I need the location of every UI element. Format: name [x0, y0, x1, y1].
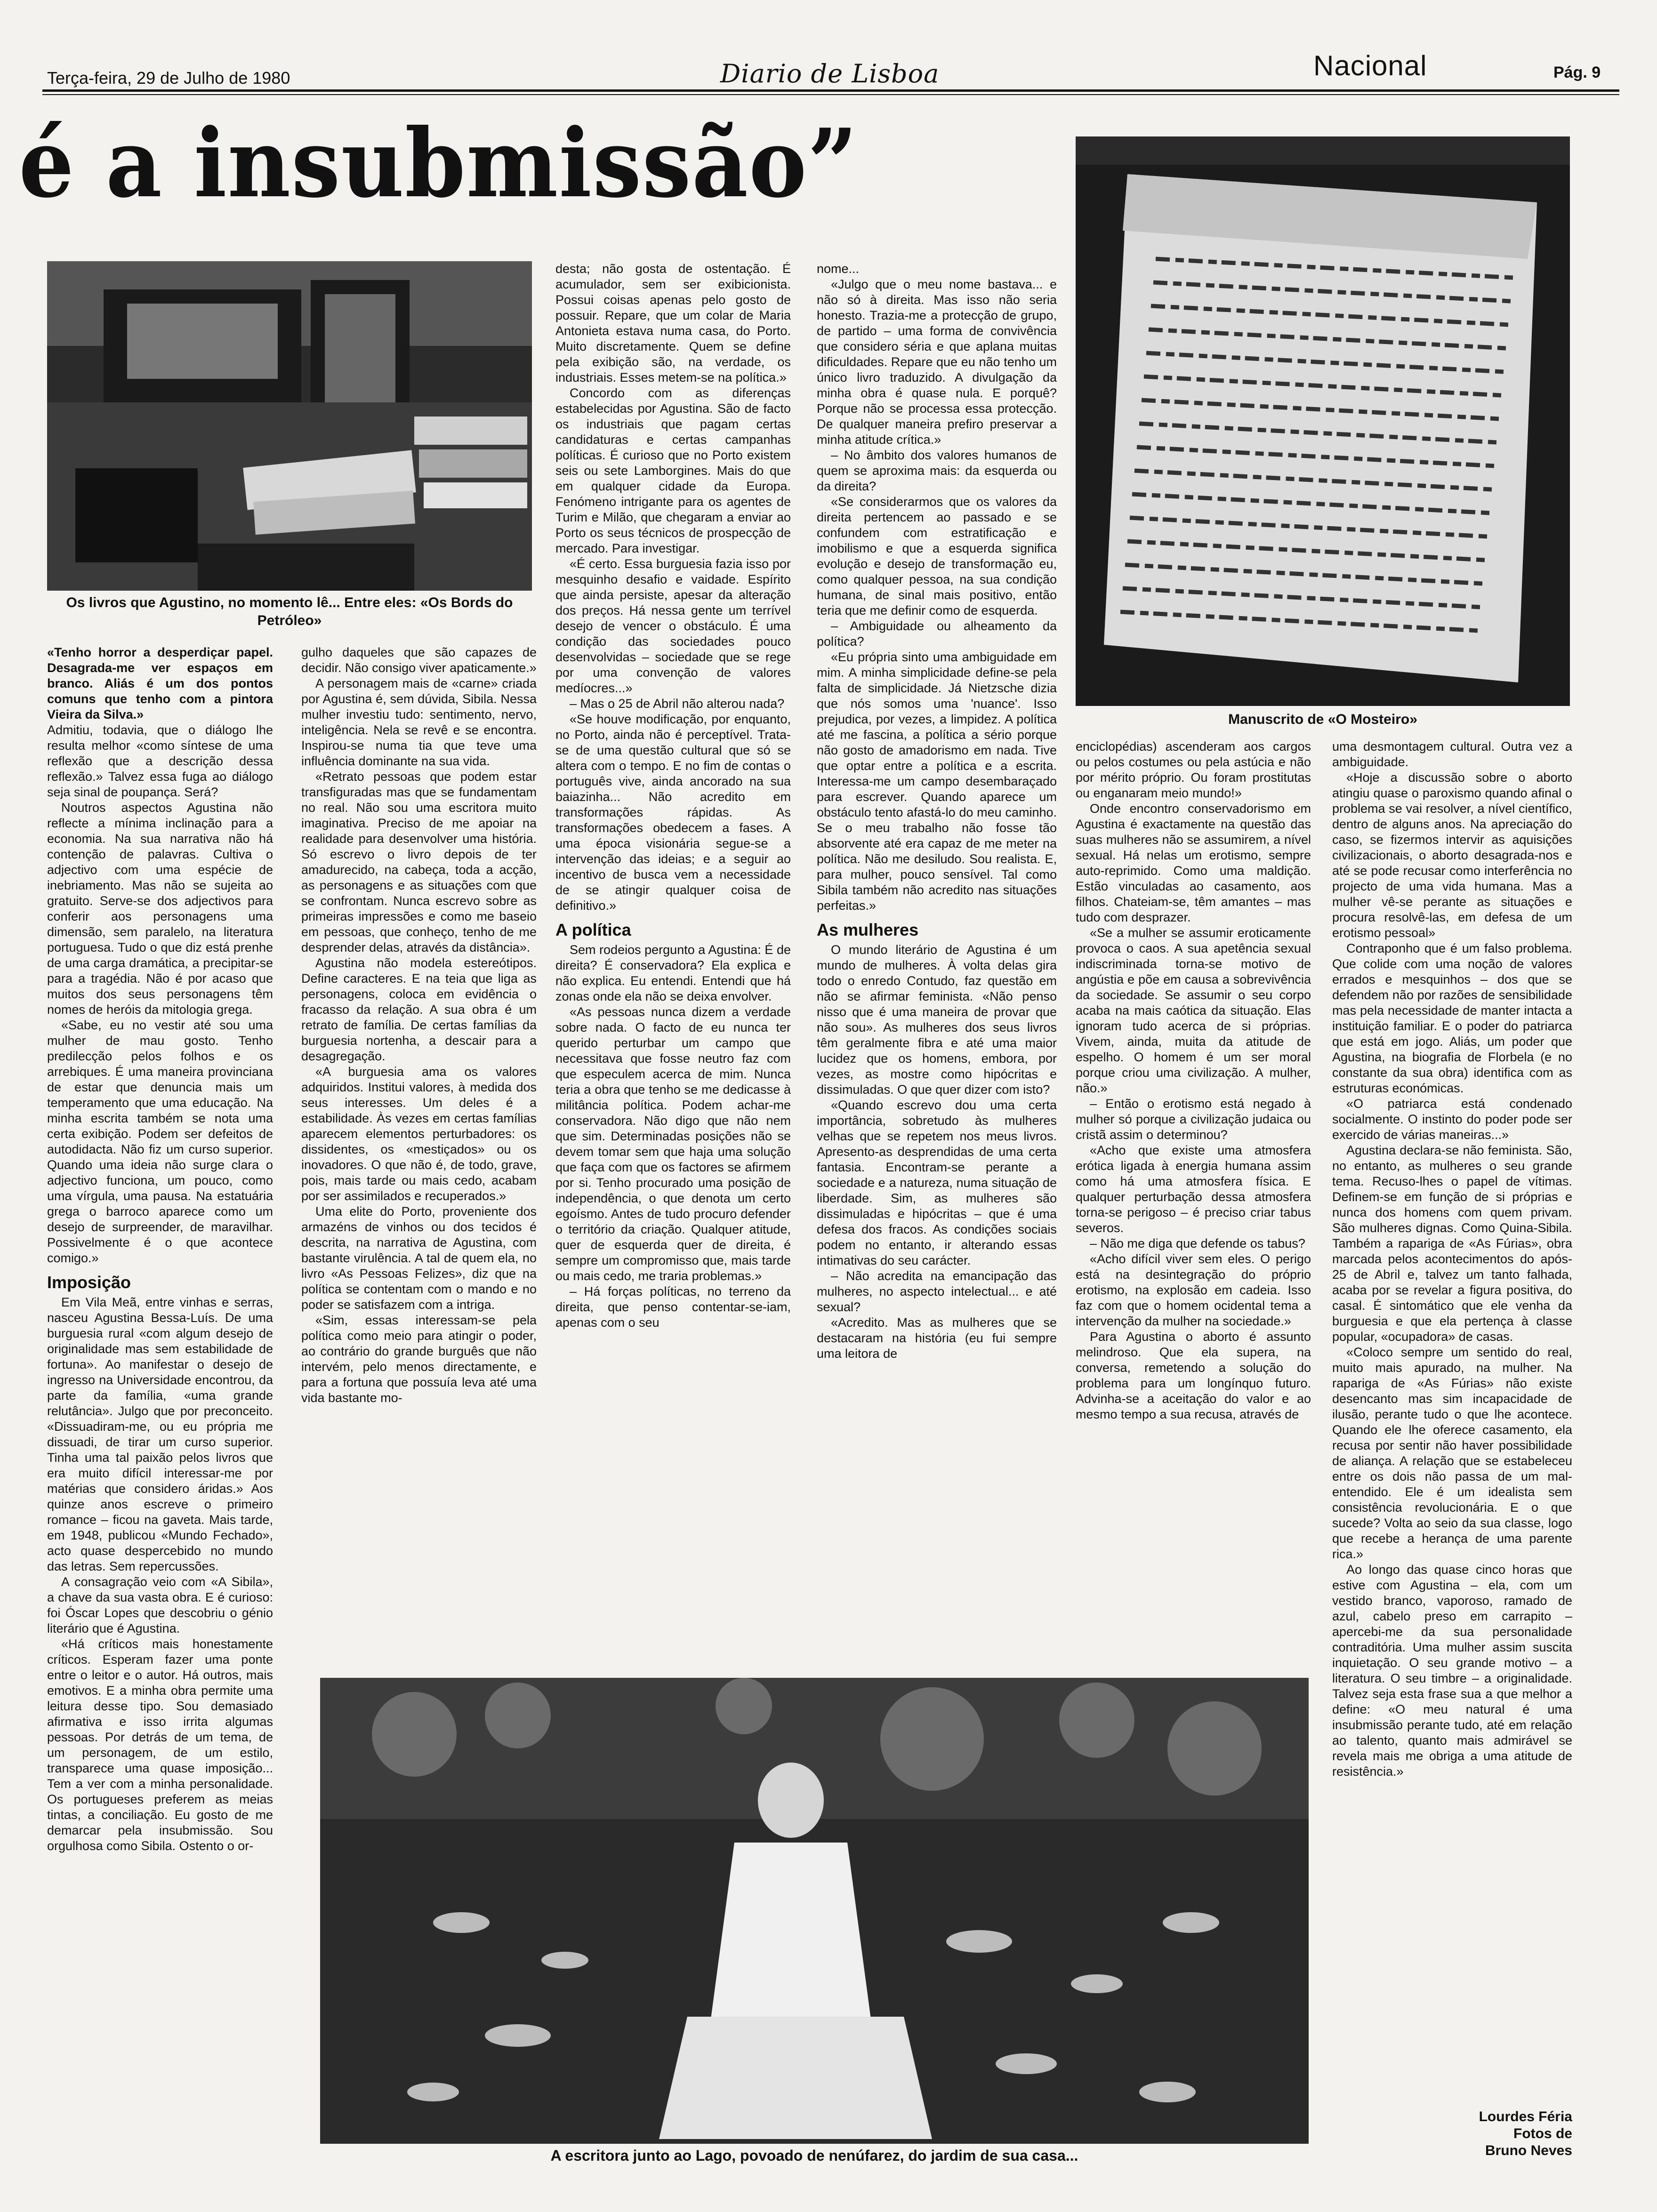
- paragraph: – Ambiguidade ou alheamento da política?: [817, 619, 1057, 649]
- section-name: Nacional: [1313, 50, 1427, 81]
- paragraph: «Acho difícil viver sem eles. O perigo está na desintegração do próprio erotismo, na explosão em cadeia. Isso faz com que o homem ocidental tema a intervenção da mulher na sociedade.»: [1076, 1252, 1311, 1328]
- masthead: Diario de Lisboa: [720, 59, 940, 88]
- paragraph: enciclopédias) ascenderam aos cargos ou pelos costumes ou pela astúcia e não por mérito próprio. Ou foram prostitutas ou enganaram meio mundo!»: [1076, 739, 1311, 800]
- paragraph: Agustina não modela estereótipos. Define caracteres. E na teia que liga as personagens, coloca em evidência o fracasso da relação. A sua obra é um retrato de família. De certas famílias da burguesia nortenha, a descair para a desagregação.: [301, 956, 537, 1063]
- article-column-3: [555, 261, 791, 1666]
- manuscript-photo: [1076, 136, 1570, 706]
- paragraph: «Coloco sempre um sentido do real, muito mais apurado, na mulher. Na rapariga de «As Fúrias» não existe desencanto mas sim incapacidade de ilusão, perante tudo o que lhe acontece. Quando ele lhe oferece casamento, ela recusa por sentir não haver possibilidade de aliança. A relação que se estabeleceu entre os dois não passa de um mal-entendido. Ele é um idealista sem consistência revolucionária. E o que sucede? Volta ao seio da sua classe, logo que recebe a herança de uma parente rica.»: [1332, 1345, 1572, 1561]
- paragraph: Sem rodeios pergunto a Agustina: É de direita? É conservadora? Ela explica e não explica. Eu entendi. Entendi que há zonas onde ela não se deixa envolver.: [555, 943, 791, 1003]
- header-rule-thin: [42, 94, 1619, 95]
- paragraph: gulho daqueles que são capazes de decidir. Não consigo viver apaticamente.»: [301, 645, 537, 675]
- paragraph: «Retrato pessoas que podem estar transfiguradas mas que se fundamentam no real. Não sou uma escritora muito imaginativa. Preciso de me apoiar na realidade para desenvolver uma história. Só escrevo o livro depois de ter amadurecido, na cabeça, toda a acção, as personagens e as situações com que se confrontam. Nunca escrevo sobre as primeiras impressões e como me baseio em pessoas, que conheço, tenho de me desprender delas, através da distância».: [301, 769, 537, 954]
- author-name: Lourdes Féria: [1479, 2109, 1572, 2124]
- paragraph: «Acredito. Mas as mulheres que se destacaram na história (eu fui sempre uma leitora de: [817, 1315, 1057, 1361]
- books-photo-image: [47, 261, 532, 591]
- paragraph: nome...: [817, 262, 860, 276]
- paragraph: «Há críticos mais honestamente críticos. Esperam fazer uma ponte entre o leitor e o autor. Há outros, mais emotivos. E a minha obra permite uma leitura desse tipo. Sou demasiado afirmativa e isso irrita algumas pessoas. Por detrás de um tema, de um personagem, de um estilo, transparece uma quase imposição... Tem a ver com a minha personalidade. Os portugueses preferem as meias tintas, a conciliação. Eu gosto de me demarcar pela insubmissão. Sou orgulhosa como Sibila. Ostento o or-: [47, 1637, 273, 1853]
- paragraph: Admitiu, todavia, que o diálogo lhe resulta melhor «como síntese de uma reflexão que a descrição dessa reflexão.» Talvez essa fuga ao diálogo seja sinal de poupança. Será?: [47, 723, 273, 799]
- garden-photo-image: [320, 1678, 1309, 2144]
- subheading: As mulheres: [817, 920, 919, 939]
- paragraph: «As pessoas nunca dizem a verdade sobre nada. O facto de eu nunca ter querido perturbar um campo que necessitava que fosse neutro faz com que especulem acerca de mim. Nunca teria a obra que tenho se me dedicasse à militância política. Podem achar-me conservadora. Não digo que não nem que sim. Determinadas posições não se devem tomar sem que haja uma solução que faça com que os factores se afirmem por si. Tenho procurado uma posição de independência, o que denota um certo egoísmo. Antes de tudo procuro defender o território da criação. Qualquer atitude, quer de esquerda quer de direita, é sempre um compromisso que, mais tarde ou mais cedo, me traria problemas.»: [555, 1005, 791, 1283]
- paragraph: – Não me diga que defende os tabus?: [1090, 1236, 1305, 1250]
- issue-date: Terça-feira, 29 de Julho de 1980: [47, 68, 290, 88]
- paragraph: Noutros aspectos Agustina não reflecte a mínima inclinação para a economia. Na sua narrativa não há contenção de palavras. Cultiva o adjectivo com uma espécie de inebriamento. Mas não se sujeita ao gratuito. Serve-se dos adjectivos para conferir aos personagens uma dimensão, sem paralelo, na literatura portuguesa. Tudo o que diz está prenhe de uma carga dramática, a precipitar-se para a tragédia. Não é por acaso que muitos dos seus personagens têm nomes de heróis da mitologia grega.: [47, 801, 273, 1017]
- paragraph: Ao longo das quase cinco horas que estive com Agustina – ela, com um vestido branco, vaporoso, ramado de azul, cabelo preso em carrapito – apercebi-me da sua personalidade contraditória. Uma mulher assim suscita inquietação. O seu grande motivo – a literatura. O seu timbre – a originalidade. Talvez seja esta frase sua a que melhor a define: «O meu natural é uma insubmissão perante tudo, até em relação ao talento, quanto mais admirável se revela mais me obriga a uma atitude de resistência.»: [1332, 1563, 1572, 1779]
- paragraph: A consagração veio com «A Sibila», a chave da sua vasta obra. E é curioso: foi Óscar Lopes que descobriu o génio literário que é Agustina.: [47, 1575, 273, 1635]
- paragraph: Agustina declara-se não feminista. São, no entanto, as mulheres o seu grande tema. Recuso-lhes o papel de vítimas. Definem-se em função de si próprias e nunca dos homens com quem privam. São mulheres dignas. Como Quina-Sibila. Também a rapariga de «As Fúrias», obra marcada pelos acontecimentos do após-25 de Abril e, talvez um tanto falhada, acaba por se revelar a figura positiva, do casal. É sintomático que ele venha da burguesia e que ela pertença à classe popular, «ocupadora» de casas.: [1332, 1143, 1572, 1344]
- paragraph: – Então o erotismo está negado à mulher só porque a civilização judaica ou cristã assim o determinou?: [1076, 1097, 1311, 1142]
- article-column-4: [817, 261, 1057, 1666]
- garden-photo: [320, 1678, 1309, 2144]
- paragraph: «Sim, essas interessam-se pela política como meio para atingir o poder, ao contrário do grande burguês que não intervém, pelo menos directamente, e para a fortuna que possuía leva até uma vida bastante mo-: [301, 1313, 537, 1405]
- paragraph: – Não acredita na emancipação das mulheres, no aspecto intelectual... e até sexual?: [817, 1269, 1057, 1314]
- photographer-name: Bruno Neves: [1485, 2143, 1572, 2158]
- manuscript-photo-image: [1076, 136, 1570, 706]
- headline: é a insubmissão”: [19, 108, 859, 219]
- paragraph: «A burguesia ama os valores adquiridos. Institui valores, à medida dos seus interesses. Um deles é a estabilidade. Às vezes em certas famílias aparecem elementos perturbadores: os dissidentes, os «mestiçados» ou os inovadores. O que não é, de todo, grave, pois, mais tarde ou mais cedo, acabam por ser assimilados e recuperados.»: [301, 1065, 537, 1203]
- page-number: Pág. 9: [1553, 64, 1601, 81]
- subheading: Imposição: [47, 1273, 131, 1292]
- garden-caption: A escritora junto ao Lago, povoado de nenúfarez, do jardim de sua casa...: [550, 2147, 1078, 2164]
- paragraph: «Julgo que o meu nome bastava... e não só à direita. Mas isso não seria honesto. Trazia-me a protecção de grupo, de partido – uma forma de convivência que considero séria e que aplana muitas dificuldades. Repare que eu não tenho um único livro traduzido. A divulgação da minha obra é quase nula. E porquê? Porque não se processa essa protecção. De qualquer maneira prefiro preservar a minha atitude crítica.»: [817, 277, 1057, 447]
- article-column-2: [301, 645, 537, 1666]
- paragraph: Concordo com as diferenças estabelecidas por Agustina. São de facto os industriais que pagam certas candidaturas e certas campanhas políticas. É curioso que no Porto existem seis ou sete Lamborgines. Mais do que em qualquer cidade da Europa. Fenómeno intrigante para os agentes de Turim e Milão, que chegaram a enviar ao Porto os seus técnicos de prospecção de mercado. Para investigar.: [555, 386, 791, 555]
- paragraph: uma desmontagem cultural. Outra vez a ambiguidade.: [1332, 739, 1572, 769]
- header-rule: [42, 89, 1619, 92]
- paragraph: «Se considerarmos que os valores da direita pertencem ao passado e se confundem com estratificação e imobilismo e que a esquerda significa evolução e desejo de transformação eu, como qualquer pessoa, na sua condição humana, de sinal mais positivo, então teria que me definir como de esquerda.: [817, 495, 1057, 617]
- paragraph: «Tenho horror a desperdiçar papel. Desagrada-me ver espaços em branco. Aliás é um dos pontos comuns que tenho com a pintora Vieira da Silva.»: [47, 645, 273, 721]
- books-caption: Os livros que Agustino, no momento lê... Entre eles: «Os Bords do Petróleo»: [66, 595, 513, 628]
- paragraph: «Acho que existe uma atmosfera erótica ligada à energia humana assim como há uma atmosfera física. E qualquer perturbação dessa atmosfera torna-se perigoso – é preciso criar tabus severos.: [1076, 1143, 1311, 1235]
- photos-label: Fotos de: [1513, 2126, 1572, 2141]
- books-photo: [47, 261, 532, 591]
- article-column-1: [47, 645, 273, 2174]
- paragraph: – Mas o 25 de Abril não alterou nada?: [570, 697, 785, 711]
- paragraph: A personagem mais de «carne» criada por Agustina é, sem dúvida, Sibila. Nessa mulher investiu tudo: sentimento, nervo, inteligência. Nela se revê e se encontra. Inspirou-se numa tia que teve uma influência dominante na sua vida.: [301, 676, 537, 768]
- paragraph: – No âmbito dos valores humanos de quem se aproxima mais: da esquerda ou da direita?: [817, 448, 1057, 493]
- byline: [1332, 2108, 1572, 2159]
- article-column-5: [1076, 739, 1311, 1668]
- paragraph: Contraponho que é um falso problema. Que colide com uma noção de valores errados e mesquinhos – dos que se defendem não por razões de sensibilidade mas pela necessidade de manter intacta a instituição familiar. E o poder do patriarca que está em jogo. Aliás, um poder que Agustina, na biografia de Florbela (e no constante da sua obra) identifica com as estruturas económicas.: [1332, 941, 1572, 1095]
- subheading: A política: [555, 920, 631, 939]
- paragraph: «Hoje a discussão sobre o aborto atingiu quase o paroxismo quando afinal o problema se vai resolver, a nível científico, dentro de alguns anos. Na apreciação do caso, se fizermos intervir as aquisições civilizacionais, o aborto desagrada-nos e até se pode recusar como interferência no projecto de uma vida humana. Mas a mulher vê-se perante as situações e procura resolvê-las, em defesa de um erotismo pessoal»: [1332, 770, 1572, 940]
- paragraph: «Sabe, eu no vestir até sou uma mulher de mau gosto. Tenho predilecção pelos folhos e os arrebiques. É uma maneira provinciana de estar que denuncia mais um temperamento que uma educação. Na minha escrita também se nota uma certa exibição. Podem ser defeitos de autodidacta. Não fiz um curso superior. Quando uma ideia não surge clara o adjectivo funciona, um pouco, como uma vírgula, uma pausa. Na estatuária grega o barroco aparece como um desejo de surpreender, de maravilhar. Possivelmente é o que acontece comigo.»: [47, 1018, 273, 1265]
- paragraph: – Há forças políticas, no terreno da direita, que penso contentar-se-iam, apenas com o seu: [555, 1284, 791, 1330]
- article-column-6: [1332, 739, 1572, 2104]
- manuscript-caption: Manuscrito de «O Mosteiro»: [1228, 712, 1417, 727]
- paragraph: Em Vila Meã, entre vinhas e serras, nasceu Agustina Bessa-Luís. De uma burguesia rural «com algum desejo de originalidade mas sem estabilidade de fortuna». Ao manifestar o desejo de ingresso na Universidade encontrou, da parte da família, «uma grande relutância». Julgo que por preconceito. «Dissuadiram-me, ou eu própria me dissuadi, de tirar um curso superior. Tinha uma tal paixão pelos livros que era muito difícil interessar-me por matérias que considero áridas.» Aos quinze anos escreve o primeiro romance – ficou na gaveta. Mais tarde, em 1948, publicou «Mundo Fechado», acto quase despercebido no mundo das letras. Sem repercussões.: [47, 1295, 273, 1573]
- paragraph: Para Agustina o aborto é assunto melindroso. Que ela supera, na conversa, remetendo a solução do problema para um longínquo futuro. Advinha-se a aceitação do valor e ao mesmo tempo a sua recusa, através de: [1076, 1330, 1311, 1421]
- paragraph: O mundo literário de Agustina é um mundo de mulheres. À volta delas gira todo o enredo Contudo, faz questão em não se afirmar feminista. «Não penso nisso que é uma maneira de provar que não sou». As mulheres dos seus livros têm geralmente fibra e até uma maior lucidez que os homens, embora, por vezes, as mostre como hipócritas e dissimuladas. O que quer dizer com isto?: [817, 943, 1057, 1097]
- paragraph: Onde encontro conservadorismo em Agustina é exactamente na questão das suas mulheres não se assumirem, a nível sexual. Há nelas um erotismo, sempre auto-reprimido. Como uma maldição. Estão vinculadas ao casamento, aos filhos. Chateiam-se, têm amantes – mas tudo com desprazer.: [1076, 801, 1311, 924]
- paragraph: «Se houve modificação, por enquanto, no Porto, ainda não é perceptível. Trata-se de uma questão cultural que só se altera com o tempo. E no fim de contas o português vive, ainda ancorado na sua baiazinha... Não acredito em transformações rápidas. As transformações obedecem a fases. A uma época visionária segue-se a intervenção das ideias; e a seguir ao incentivo de busca vem a necessidade de se atingir qualquer coisa de definitivo.»: [555, 712, 791, 913]
- paragraph: «Quando escrevo dou uma certa importância, sobretudo às mulheres velhas que se repetem nos meus livros. Apresento-as desprendidas de uma certa fantasia. Encontram-se perante a sociedade e a natureza, numa situação de liberdade. Sim, as mulheres são dissimuladas e hipócritas – que é uma defesa dos fracos. As condições sociais podem no entanto, ir alterando essas intimativas do seu carácter.: [817, 1098, 1057, 1267]
- paragraph: «O patriarca está condenado socialmente. O instinto do poder pode ser exercido de várias maneiras...»: [1332, 1097, 1572, 1142]
- paragraph: «Se a mulher se assumir eroticamente provoca o caos. A sua apetência sexual indiscriminada torna-se motivo de angústia e põe em causa a sobrevivência da sociedade. Se assumir o seu corpo acaba na mais caótica da situação. Elas ignoram tudo acerca de si próprias. Vivem, ainda, muita da atitude de espelho. O homem é um ser moral porque criou uma civilização. A mulher, não.»: [1076, 926, 1311, 1095]
- paragraph: Uma elite do Porto, proveniente dos armazéns de vinhos ou dos tecidos é descrita, na narrativa de Agustina, com bastante virulência. A tal de quem ela, no livro «As Pessoas Felizes», diz que na política se contentam com o mando e no poder se satisfazem com a intriga.: [301, 1204, 537, 1312]
- paragraph: «É certo. Essa burguesia fazia isso por mesquinho desafio e vaidade. Espírito que ainda persiste, apesar da alteração dos preços. Há nessa gente um terrível desejo de vencer o obstáculo. É uma condição das sociedades pouco desenvolvidas – sociedade que se rege por uma convenção de valores medíocres...»: [555, 557, 791, 695]
- paragraph: «Eu própria sinto uma ambiguidade em mim. A minha simplicidade define-se pela falta de simplicidade. Já Nietzsche dizia que nós somos uma 'nuance'. Isso prejudica, por vezes, a limpidez. A política até me fascina, a política a sério porque não gosto de amadorismo em nada. Tive que optar entre a política e a escrita. Interessa-me um campo desembaraçado para escrever. Quando aparece um obstáculo tento afastá-lo do meu caminho. Se o meu trabalho não fosse tão absorvente até era capaz de me meter na política. Não me desiludo. Sou realista. E, para mulher, pouco sensível. Tal como Sibila também não acredito nas situações perfeitas.»: [817, 650, 1057, 913]
- paragraph: desta; não gosta de ostentação. É acumulador, sem ser exibicionista. Possui coisas apenas pelo gosto de possuir. Repare, que um colar de Maria Antonieta estava numa casa, do Porto. Muito discretamente. Quem se define pela exibição são, na verdade, os industriais. Esses metem-se na política.»: [555, 262, 791, 385]
